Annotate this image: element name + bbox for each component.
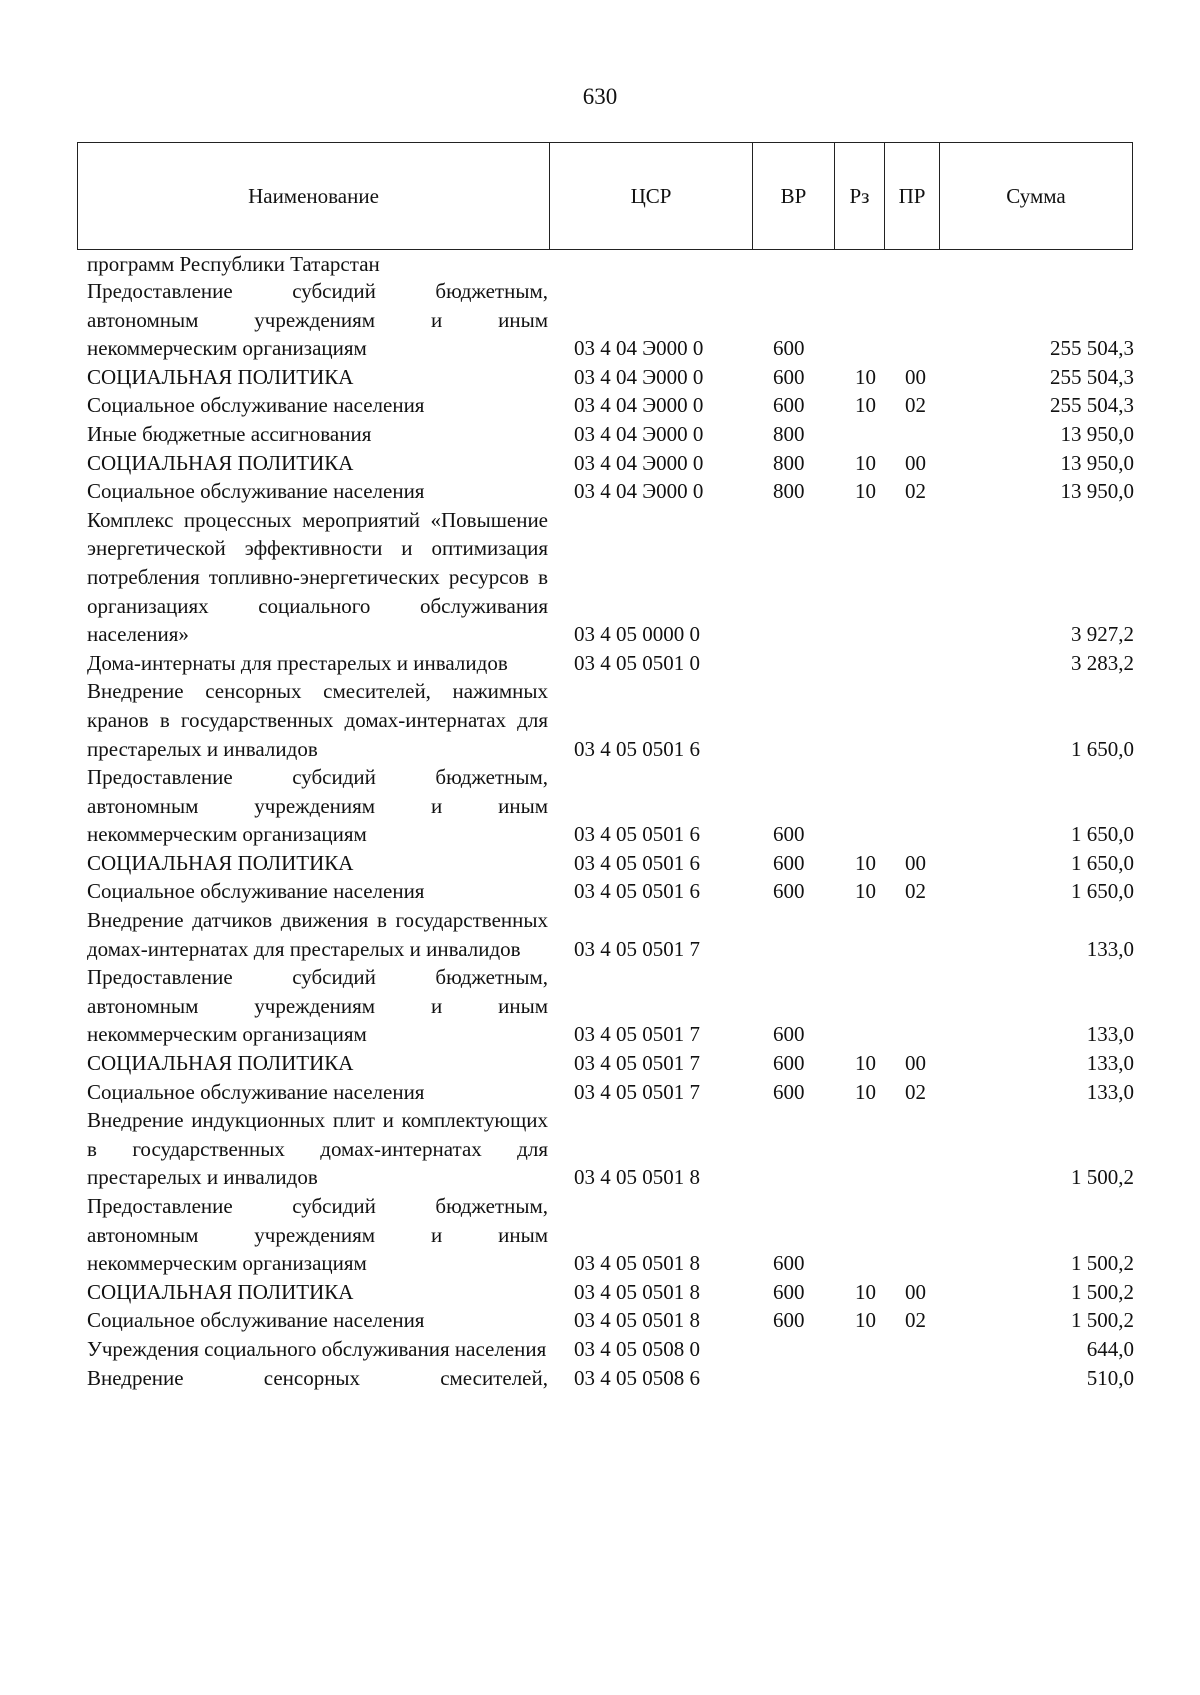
row-name: Дома-интернаты для престарелых и инвалидов bbox=[87, 650, 508, 675]
page-number: 630 bbox=[582, 84, 618, 109]
row-rz: 10 bbox=[855, 1051, 876, 1076]
row-rz: 10 bbox=[855, 850, 876, 875]
row-vr: 800 bbox=[773, 479, 805, 504]
table-row bbox=[0, 391, 1200, 420]
header-pr: ПР bbox=[885, 143, 940, 249]
table-row bbox=[0, 420, 1200, 449]
table-row bbox=[0, 477, 1200, 506]
row-csr: 03 4 05 0501 8 bbox=[574, 1308, 700, 1333]
table-row bbox=[0, 963, 1200, 1049]
row-sum: 1 650,0 bbox=[1071, 850, 1134, 875]
row-sum: 1 500,2 bbox=[1071, 1308, 1134, 1333]
row-name: СОЦИАЛЬНАЯ ПОЛИТИКА bbox=[87, 1051, 354, 1076]
row-vr: 600 bbox=[773, 1279, 805, 1304]
table-row bbox=[0, 1364, 1200, 1393]
table-row bbox=[0, 849, 1200, 878]
row-sum: 133,0 bbox=[1086, 936, 1134, 961]
table-row bbox=[0, 677, 1200, 763]
row-sum: 1 650,0 bbox=[1071, 736, 1134, 761]
header-csr: ЦСР bbox=[550, 143, 753, 249]
row-csr: 03 4 04 Э000 0 bbox=[574, 450, 704, 475]
table-row bbox=[0, 906, 1200, 963]
row-name: Учреждения социального обслуживания населения bbox=[87, 1336, 547, 1361]
row-pr: 00 bbox=[905, 850, 926, 875]
table-row bbox=[0, 763, 1200, 849]
row-name: Социальное обслуживание населения bbox=[87, 1308, 425, 1333]
row-name: Предоставление субсидий бюджетным, автономным учреждениям и иным некоммерческим организациям bbox=[87, 965, 548, 1047]
row-csr: 03 4 05 0501 8 bbox=[574, 1279, 700, 1304]
row-name: Внедрение индукционных плит и комплектующих в государственных домах-интернатах для престарелых и инвалидов bbox=[87, 1108, 548, 1190]
row-vr: 600 bbox=[773, 336, 805, 361]
row-sum: 133,0 bbox=[1086, 1051, 1134, 1076]
row-csr: 03 4 05 0501 0 bbox=[574, 650, 700, 675]
row-pr: 02 bbox=[905, 1079, 926, 1104]
row-csr: 03 4 05 0501 7 bbox=[574, 1079, 700, 1104]
row-sum: 255 504,3 bbox=[1050, 364, 1134, 389]
row-name: Социальное обслуживание населения bbox=[87, 1079, 425, 1104]
row-vr: 600 bbox=[773, 393, 805, 418]
row-rz: 10 bbox=[855, 479, 876, 504]
row-rz: 10 bbox=[855, 1279, 876, 1304]
row-rz: 10 bbox=[855, 1079, 876, 1104]
row-pr: 02 bbox=[905, 393, 926, 418]
row-vr: 600 bbox=[773, 1022, 805, 1047]
row-name: Комплекс процессных мероприятий «Повышение энергетической эффективности и оптимизация потребления топливно-энергетических ресурсов в организациях социального обслуживания населения» bbox=[87, 507, 548, 647]
row-sum: 3 283,2 bbox=[1071, 650, 1134, 675]
header-sum: Сумма bbox=[1006, 183, 1066, 208]
row-pr: 02 bbox=[905, 479, 926, 504]
table-rows bbox=[0, 277, 1200, 1392]
row-name: СОЦИАЛЬНАЯ ПОЛИТИКА bbox=[87, 450, 354, 475]
row-sum: 133,0 bbox=[1086, 1079, 1134, 1104]
row-name: Внедрение сенсорных смесителей, bbox=[87, 1365, 548, 1390]
row-csr: 03 4 04 Э000 0 bbox=[574, 393, 704, 418]
row-csr: 03 4 04 Э000 0 bbox=[574, 364, 704, 389]
header-name: Наименование bbox=[78, 143, 550, 249]
row-csr: 03 4 05 0501 8 bbox=[574, 1165, 700, 1190]
row-sum: 510,0 bbox=[1086, 1365, 1134, 1390]
row-name: СОЦИАЛЬНАЯ ПОЛИТИКА bbox=[87, 364, 354, 389]
row-name: Предоставление субсидий бюджетным, автономным учреждениям и иным некоммерческим организациям bbox=[87, 1194, 548, 1276]
table-row bbox=[0, 506, 1200, 649]
row-name: Внедрение сенсорных смесителей, нажимных кранов в государственных домах-интернатах для престарелых и инвалидов bbox=[87, 679, 548, 761]
row-vr: 600 bbox=[773, 1051, 805, 1076]
table-row bbox=[0, 1335, 1200, 1364]
row-rz: 10 bbox=[855, 393, 876, 418]
table-header bbox=[77, 142, 1133, 250]
row-pr: 00 bbox=[905, 1279, 926, 1304]
row-vr: 600 bbox=[773, 1308, 805, 1333]
row-csr: 03 4 05 0501 8 bbox=[574, 1251, 700, 1276]
row-sum: 133,0 bbox=[1086, 1022, 1134, 1047]
row-name: СОЦИАЛЬНАЯ ПОЛИТИКА bbox=[87, 1279, 354, 1304]
table-row bbox=[0, 1278, 1200, 1307]
row-vr: 600 bbox=[773, 1251, 805, 1276]
row-vr: 800 bbox=[773, 421, 805, 446]
row-vr: 600 bbox=[773, 850, 805, 875]
row-sum: 255 504,3 bbox=[1050, 336, 1134, 361]
table-row bbox=[0, 1049, 1200, 1078]
row-sum: 1 650,0 bbox=[1071, 879, 1134, 904]
table-row bbox=[0, 1306, 1200, 1335]
row-vr: 800 bbox=[773, 450, 805, 475]
row-csr: 03 4 05 0501 6 bbox=[574, 850, 700, 875]
row-name: Социальное обслуживание населения bbox=[87, 479, 425, 504]
row-csr: 03 4 04 Э000 0 bbox=[574, 421, 704, 446]
row-pr: 02 bbox=[905, 1308, 926, 1333]
row-csr: 03 4 04 Э000 0 bbox=[574, 479, 704, 504]
row-pr: 00 bbox=[905, 364, 926, 389]
row-name: Внедрение датчиков движения в государственных домах-интернатах для престарелых и инвалидов bbox=[87, 908, 548, 961]
row-name: Предоставление субсидий бюджетным, автономным учреждениям и иным некоммерческим организациям bbox=[87, 765, 548, 847]
row-rz: 10 bbox=[855, 879, 876, 904]
table-row bbox=[0, 363, 1200, 392]
row-csr: 03 4 05 0501 7 bbox=[574, 936, 700, 961]
row-pr: 00 bbox=[905, 1051, 926, 1076]
table-row bbox=[0, 1192, 1200, 1278]
row-csr: 03 4 05 0000 0 bbox=[574, 622, 700, 647]
row-vr: 600 bbox=[773, 822, 805, 847]
row-name: Социальное обслуживание населения bbox=[87, 879, 425, 904]
row-csr: 03 4 05 0508 0 bbox=[574, 1336, 700, 1361]
row-name: Социальное обслуживание населения bbox=[87, 393, 425, 418]
row-csr: 03 4 05 0501 7 bbox=[574, 1022, 700, 1047]
row-sum: 13 950,0 bbox=[1060, 421, 1134, 446]
table-row bbox=[0, 1078, 1200, 1107]
row-sum: 1 500,2 bbox=[1071, 1251, 1134, 1276]
header-vr: ВР bbox=[753, 143, 835, 249]
row-vr: 600 bbox=[773, 879, 805, 904]
row-csr: 03 4 05 0501 7 bbox=[574, 1051, 700, 1076]
row-rz: 10 bbox=[855, 364, 876, 389]
table-body bbox=[0, 251, 1200, 1392]
table-row bbox=[0, 649, 1200, 678]
row-pr: 00 bbox=[905, 450, 926, 475]
row-sum: 13 950,0 bbox=[1060, 479, 1134, 504]
table-row bbox=[0, 1106, 1200, 1192]
row-csr: 03 4 05 0501 6 bbox=[574, 736, 700, 761]
row-sum: 644,0 bbox=[1086, 1336, 1134, 1361]
row-sum: 1 650,0 bbox=[1071, 822, 1134, 847]
row-sum: 255 504,3 bbox=[1050, 393, 1134, 418]
row-rz: 10 bbox=[855, 1308, 876, 1333]
row-csr: 03 4 05 0508 6 bbox=[574, 1365, 700, 1390]
row-vr: 600 bbox=[773, 364, 805, 389]
row-sum: 3 927,2 bbox=[1071, 622, 1134, 647]
row-csr: 03 4 04 Э000 0 bbox=[574, 336, 704, 361]
table-row bbox=[0, 277, 1200, 363]
row-name: СОЦИАЛЬНАЯ ПОЛИТИКА bbox=[87, 850, 354, 875]
row-name: Иные бюджетные ассигнования bbox=[87, 421, 372, 446]
row-sum: 1 500,2 bbox=[1071, 1165, 1134, 1190]
row-csr: 03 4 05 0501 6 bbox=[574, 822, 700, 847]
row-sum: 1 500,2 bbox=[1071, 1279, 1134, 1304]
row-name: Предоставление субсидий бюджетным, автономным учреждениям и иным некоммерческим организациям bbox=[87, 279, 548, 361]
row-vr: 600 bbox=[773, 1079, 805, 1104]
table-row bbox=[0, 877, 1200, 906]
continuation-line: программ Республики Татарстан bbox=[87, 252, 380, 276]
row-rz: 10 bbox=[855, 450, 876, 475]
row-pr: 02 bbox=[905, 879, 926, 904]
row-sum: 13 950,0 bbox=[1060, 450, 1134, 475]
row-csr: 03 4 05 0501 6 bbox=[574, 879, 700, 904]
header-rz: Рз bbox=[835, 143, 885, 249]
table-row bbox=[0, 449, 1200, 478]
